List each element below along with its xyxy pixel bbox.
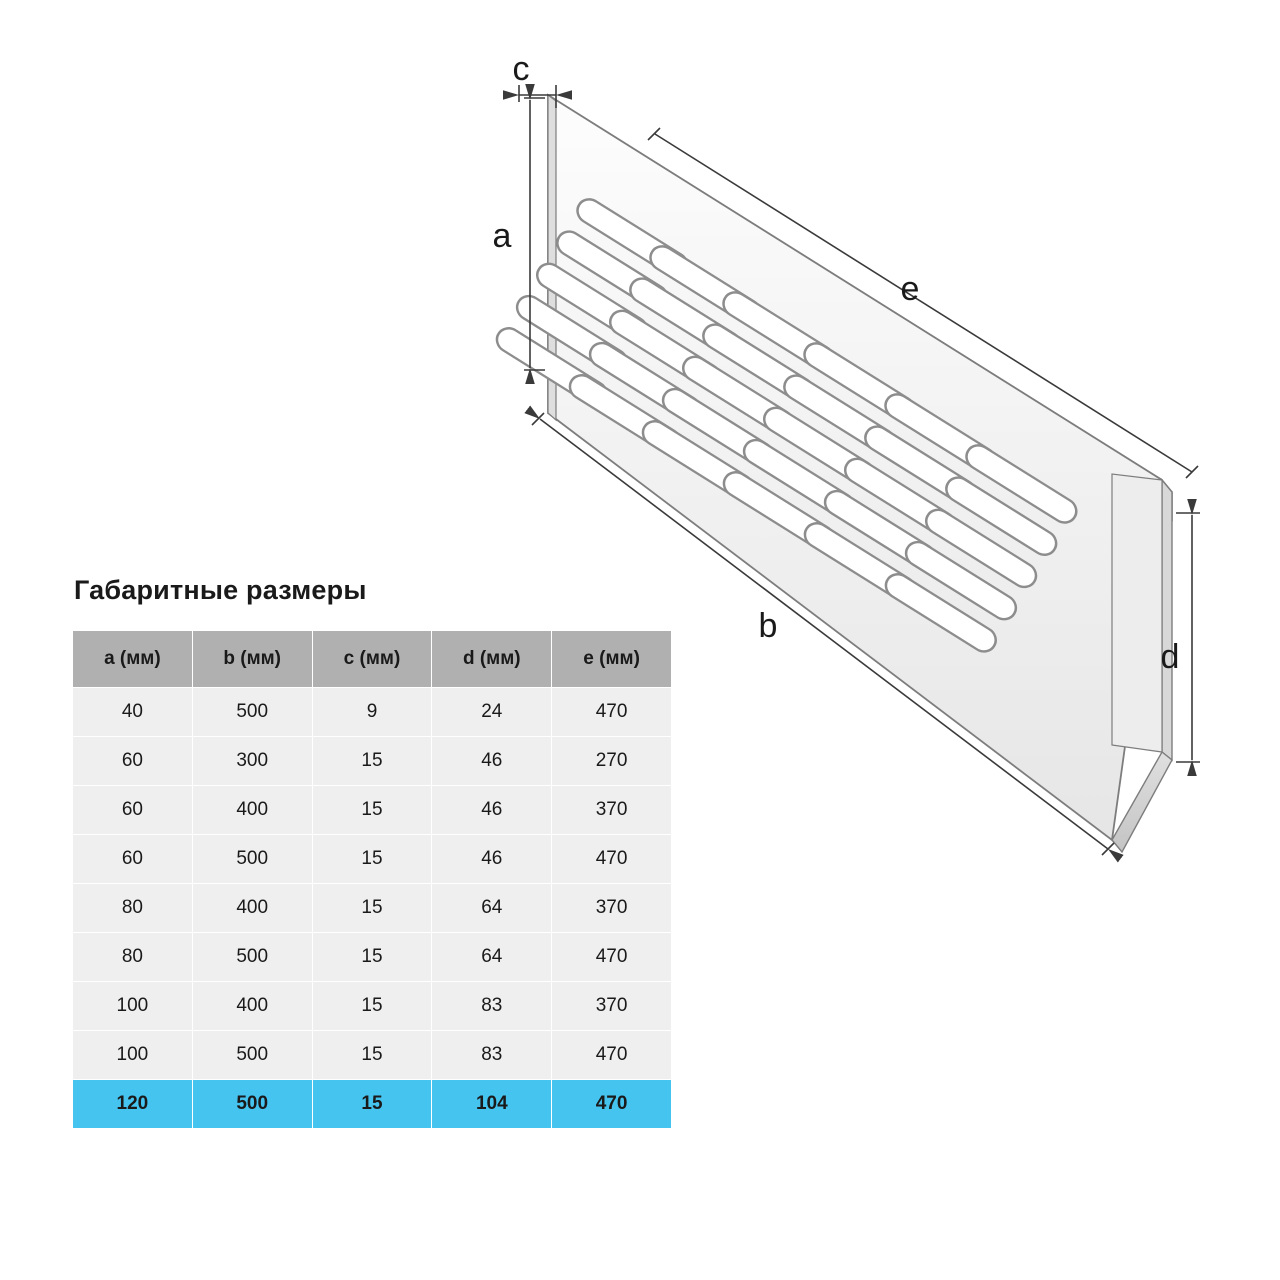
table-cell: 60 xyxy=(73,737,193,786)
table-cell: 15 xyxy=(312,737,432,786)
table-cell: 15 xyxy=(312,1031,432,1080)
table-row xyxy=(73,1031,672,1080)
table-cell: 24 xyxy=(432,688,552,737)
column-header-e: e (мм) xyxy=(552,631,672,688)
table-cell: 470 xyxy=(552,1080,672,1129)
table-cell: 500 xyxy=(192,1080,312,1129)
table-cell: 64 xyxy=(432,933,552,982)
table-cell: 104 xyxy=(432,1080,552,1129)
table-cell: 270 xyxy=(552,737,672,786)
column-header-d: d (мм) xyxy=(432,631,552,688)
table-row xyxy=(73,737,672,786)
table-header-row xyxy=(73,631,672,688)
table-cell: 500 xyxy=(192,688,312,737)
table-cell: 120 xyxy=(73,1080,193,1129)
label-a: a xyxy=(492,217,512,255)
table-cell: 15 xyxy=(312,982,432,1031)
table-cell: 400 xyxy=(192,982,312,1031)
table-cell: 500 xyxy=(192,933,312,982)
table-cell: 80 xyxy=(73,933,193,982)
table-title: Габаритные размеры xyxy=(74,575,367,605)
table-cell: 470 xyxy=(552,933,672,982)
table-body xyxy=(73,688,672,1129)
table-cell: 400 xyxy=(192,786,312,835)
table-cell: 400 xyxy=(192,884,312,933)
table-cell: 46 xyxy=(432,786,552,835)
table-row xyxy=(73,688,672,737)
table-row xyxy=(73,933,672,982)
label-b: b xyxy=(758,607,778,645)
label-c: c xyxy=(512,50,530,88)
label-d: d xyxy=(1160,638,1180,676)
grille-inner-right-face xyxy=(1112,474,1162,752)
table-cell: 370 xyxy=(552,982,672,1031)
table-cell: 60 xyxy=(73,786,193,835)
table-row xyxy=(73,982,672,1031)
label-e: e xyxy=(900,270,920,308)
table-cell: 500 xyxy=(192,835,312,884)
table-cell: 83 xyxy=(432,982,552,1031)
dimensions-section xyxy=(72,575,672,1129)
column-header-c: c (мм) xyxy=(312,631,432,688)
table-cell: 60 xyxy=(73,835,193,884)
table-cell: 100 xyxy=(73,1031,193,1080)
table-cell: 15 xyxy=(312,835,432,884)
table-cell: 100 xyxy=(73,982,193,1031)
table-row xyxy=(73,835,672,884)
table-row xyxy=(73,786,672,835)
table-row xyxy=(73,884,672,933)
table-cell: 46 xyxy=(432,737,552,786)
table-cell: 80 xyxy=(73,884,193,933)
table-cell: 370 xyxy=(552,786,672,835)
column-header-b: b (мм) xyxy=(192,631,312,688)
table-row xyxy=(73,1080,672,1129)
table-cell: 15 xyxy=(312,884,432,933)
table-cell: 15 xyxy=(312,1080,432,1129)
table-cell: 46 xyxy=(432,835,552,884)
table-cell: 15 xyxy=(312,786,432,835)
table-cell: 500 xyxy=(192,1031,312,1080)
table-cell: 40 xyxy=(73,688,193,737)
table-cell: 470 xyxy=(552,688,672,737)
table-cell: 470 xyxy=(552,835,672,884)
table-cell: 83 xyxy=(432,1031,552,1080)
table-cell: 64 xyxy=(432,884,552,933)
column-header-a: a (мм) xyxy=(73,631,193,688)
table-cell: 9 xyxy=(312,688,432,737)
dimensions-table xyxy=(72,630,672,1129)
table-cell: 370 xyxy=(552,884,672,933)
table-cell: 15 xyxy=(312,933,432,982)
table-cell: 300 xyxy=(192,737,312,786)
grille-right-edge xyxy=(1162,480,1172,760)
table-cell: 470 xyxy=(552,1031,672,1080)
